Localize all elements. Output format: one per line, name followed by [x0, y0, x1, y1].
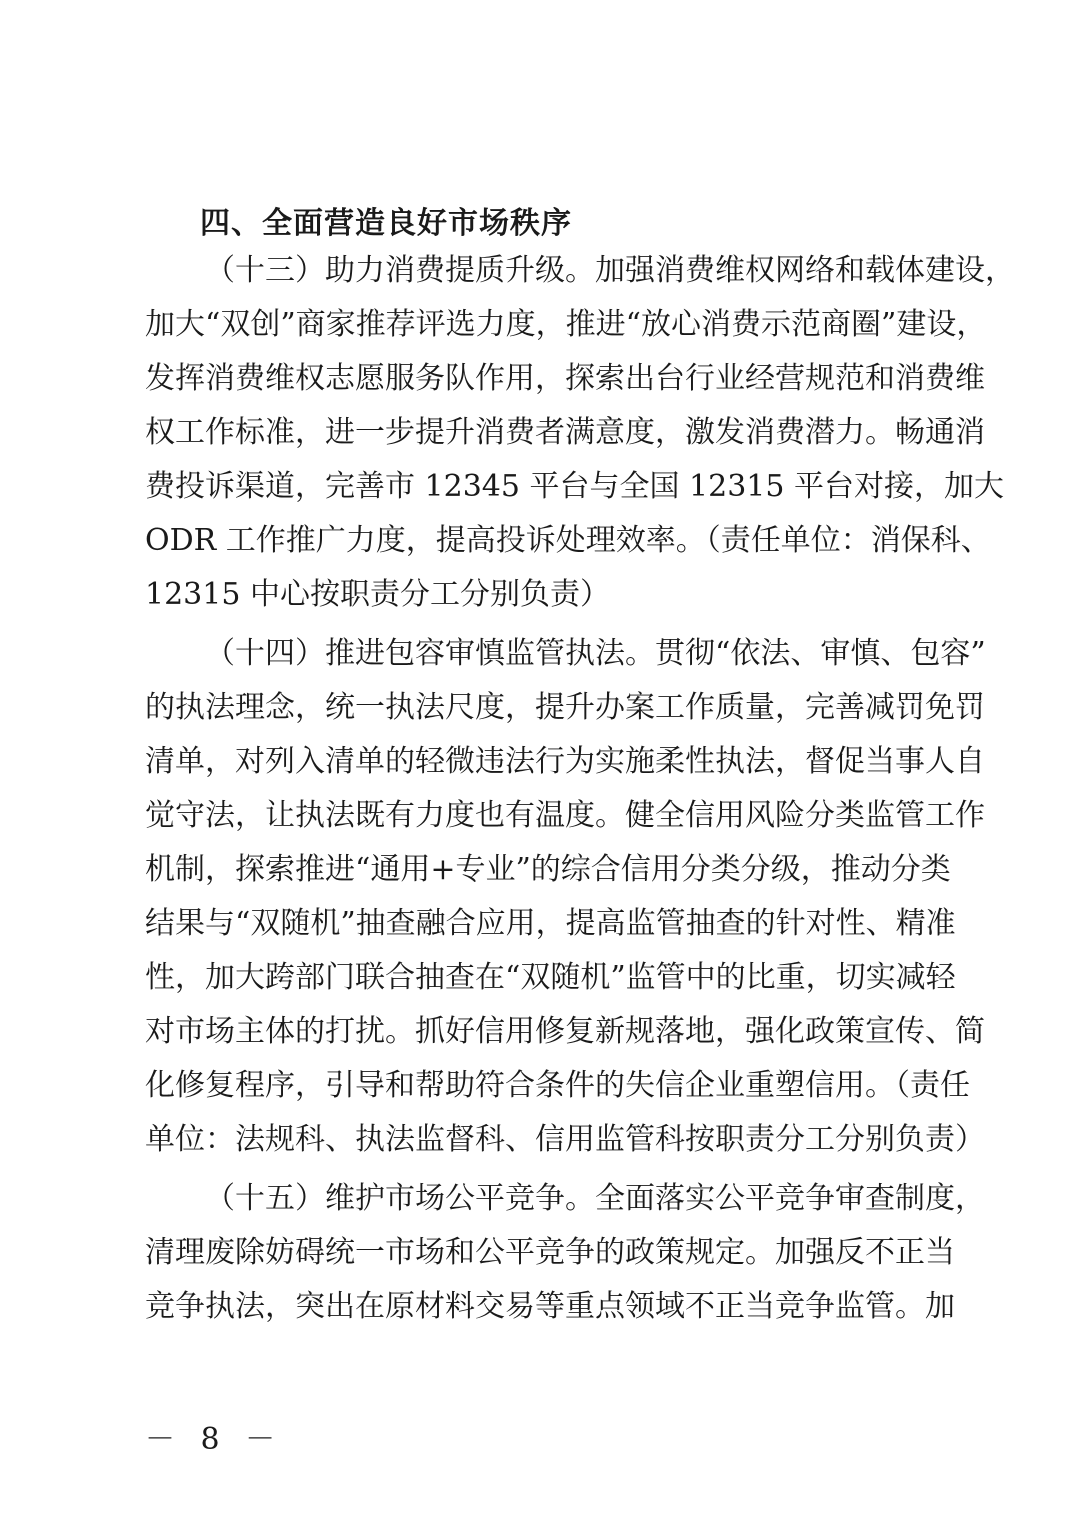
paragraph-13-line-3: 发挥消费维权志愿服务队作用，探索出台行业经营规范和消费维 [145, 361, 985, 396]
paragraph-14-line-5: 机制，探索推进“通用+专业”的综合信用分类分级，推动分类 [145, 852, 951, 887]
paragraph-13-line-1: （十三）助力消费提质升级。加强消费维权网络和载体建设， [205, 253, 1015, 288]
paragraph-14-line-1: （十四）推进包容审慎监管执法。贯彻“依法、审慎、包容” [205, 636, 986, 671]
paragraph-13-line-4: 权工作标准，进一步提升消费者满意度，激发消费潜力。畅通消 [145, 415, 985, 450]
paragraph-14-line-6: 结果与“双随机”抽查融合应用，提高监管抽查的针对性、精准 [145, 906, 956, 941]
section-heading: 四、全面营造良好市场秩序 [200, 206, 572, 241]
paragraph-14-line-3: 清单，对列入清单的轻微违法行为实施柔性执法，督促当事人自 [145, 744, 985, 779]
paragraph-15-line-2: 清理废除妨碍统一市场和公平竞争的政策规定。加强反不正当 [145, 1235, 955, 1270]
paragraph-13-line-2: 加大“双创”商家推荐评选力度，推进“放心消费示范商圈”建设， [145, 307, 987, 342]
paragraph-13-line-7: 12315 中心按职责分工分别负责） [145, 577, 610, 612]
paragraph-14-line-4: 觉守法，让执法既有力度也有温度。健全信用风险分类监管工作 [145, 798, 985, 833]
page-number: － 8 － [145, 1422, 284, 1457]
paragraph-14-line-10: 单位：法规科、执法监督科、信用监管科按职责分工分别负责） [145, 1122, 985, 1157]
paragraph-14-line-2: 的执法理念，统一执法尺度，提升办案工作质量，完善减罚免罚 [145, 690, 985, 725]
paragraph-13-line-5: 费投诉渠道，完善市 12345 平台与全国 12315 平台对接，加大 [145, 469, 1005, 504]
paragraph-14-line-8: 对市场主体的打扰。抓好信用修复新规落地，强化政策宣传、简 [145, 1014, 985, 1049]
paragraph-15-line-3: 竞争执法，突出在原材料交易等重点领域不正当竞争监管。加 [145, 1289, 955, 1324]
paragraph-13-line-6: ODR 工作推广力度，提高投诉处理效率。（责任单位：消保科、 [145, 523, 991, 558]
paragraph-15-line-1: （十五）维护市场公平竞争。全面落实公平竞争审查制度， [205, 1181, 985, 1216]
paragraph-14-line-9: 化修复程序，引导和帮助符合条件的失信企业重塑信用。（责任 [145, 1068, 970, 1103]
paragraph-14-line-7: 性，加大跨部门联合抽查在“双随机”监管中的比重，切实减轻 [145, 960, 956, 995]
